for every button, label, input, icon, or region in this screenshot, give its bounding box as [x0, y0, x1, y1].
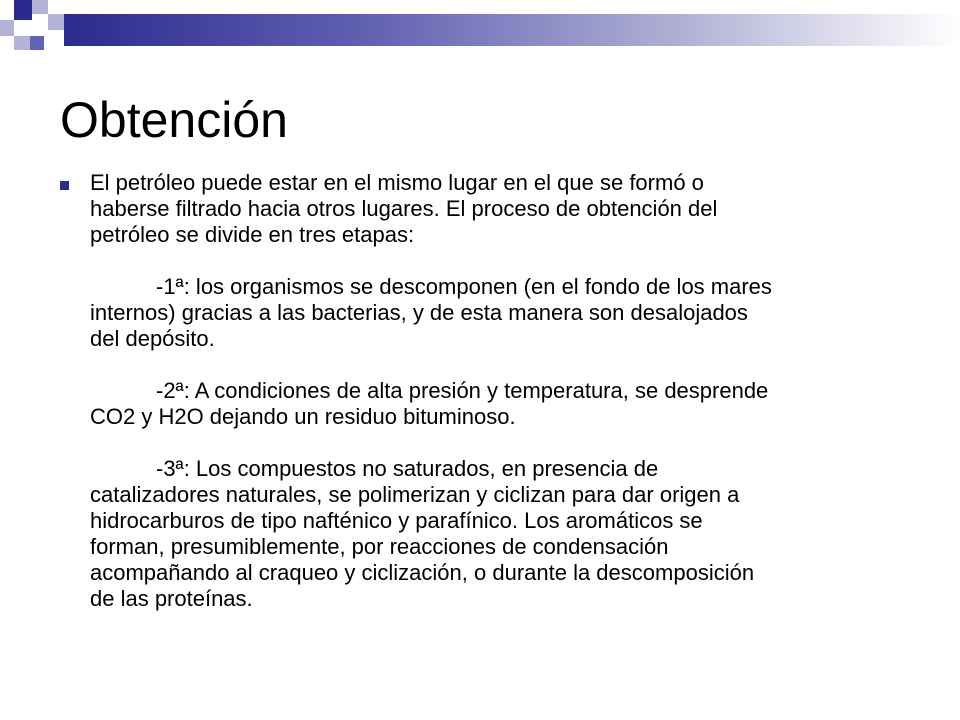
body-line: forman, presumiblemente, por reacciones de condensación — [90, 534, 669, 559]
square-bullet-icon — [60, 181, 69, 190]
body-line: El petróleo puede estar en el mismo lugar en el que se formó o — [90, 170, 704, 195]
body-line: haberse filtrado hacia otros lugares. El proceso de obtención del — [90, 196, 718, 221]
body-line: hidrocarburos de tipo nafténico y parafínico. Los aromáticos se — [90, 508, 703, 533]
body-line: CO2 y H2O dejando un residuo bituminoso. — [90, 404, 516, 429]
body-line: acompañando al craqueo y ciclización, o durante la descomposición — [90, 560, 755, 585]
stage-1-line: -1ª: los organismos se descomponen (en el fondo de los mares — [156, 274, 772, 299]
corner-square-light — [0, 20, 14, 36]
body-line: catalizadores naturales, se polimerizan y ciclizan para dar origen a — [90, 482, 740, 507]
corner-square-light — [14, 36, 30, 50]
spacer-line — [90, 352, 920, 378]
stage-2-line: -2ª: A condiciones de alta presión y temperatura, se desprende — [156, 378, 769, 403]
spacer-line — [90, 248, 920, 274]
corner-square-light — [48, 14, 64, 30]
body-line: petróleo se divide en tres etapas: — [90, 222, 415, 247]
bullet-paragraph — [90, 170, 920, 612]
spacer-line — [90, 430, 920, 456]
slide-body — [60, 170, 920, 612]
body-line: del depósito. — [90, 326, 215, 351]
corner-square-dark — [14, 0, 32, 20]
header-gradient-bar — [64, 14, 960, 46]
body-line: de las proteínas. — [90, 586, 253, 611]
slide-title: Obtención — [60, 92, 288, 148]
corner-square-mid — [30, 36, 44, 50]
corner-square-light — [32, 0, 48, 14]
stage-3-line: -3ª: Los compuestos no saturados, en presencia de — [156, 456, 659, 481]
body-line: internos) gracias a las bacterias, y de esta manera son desalojados — [90, 300, 748, 325]
